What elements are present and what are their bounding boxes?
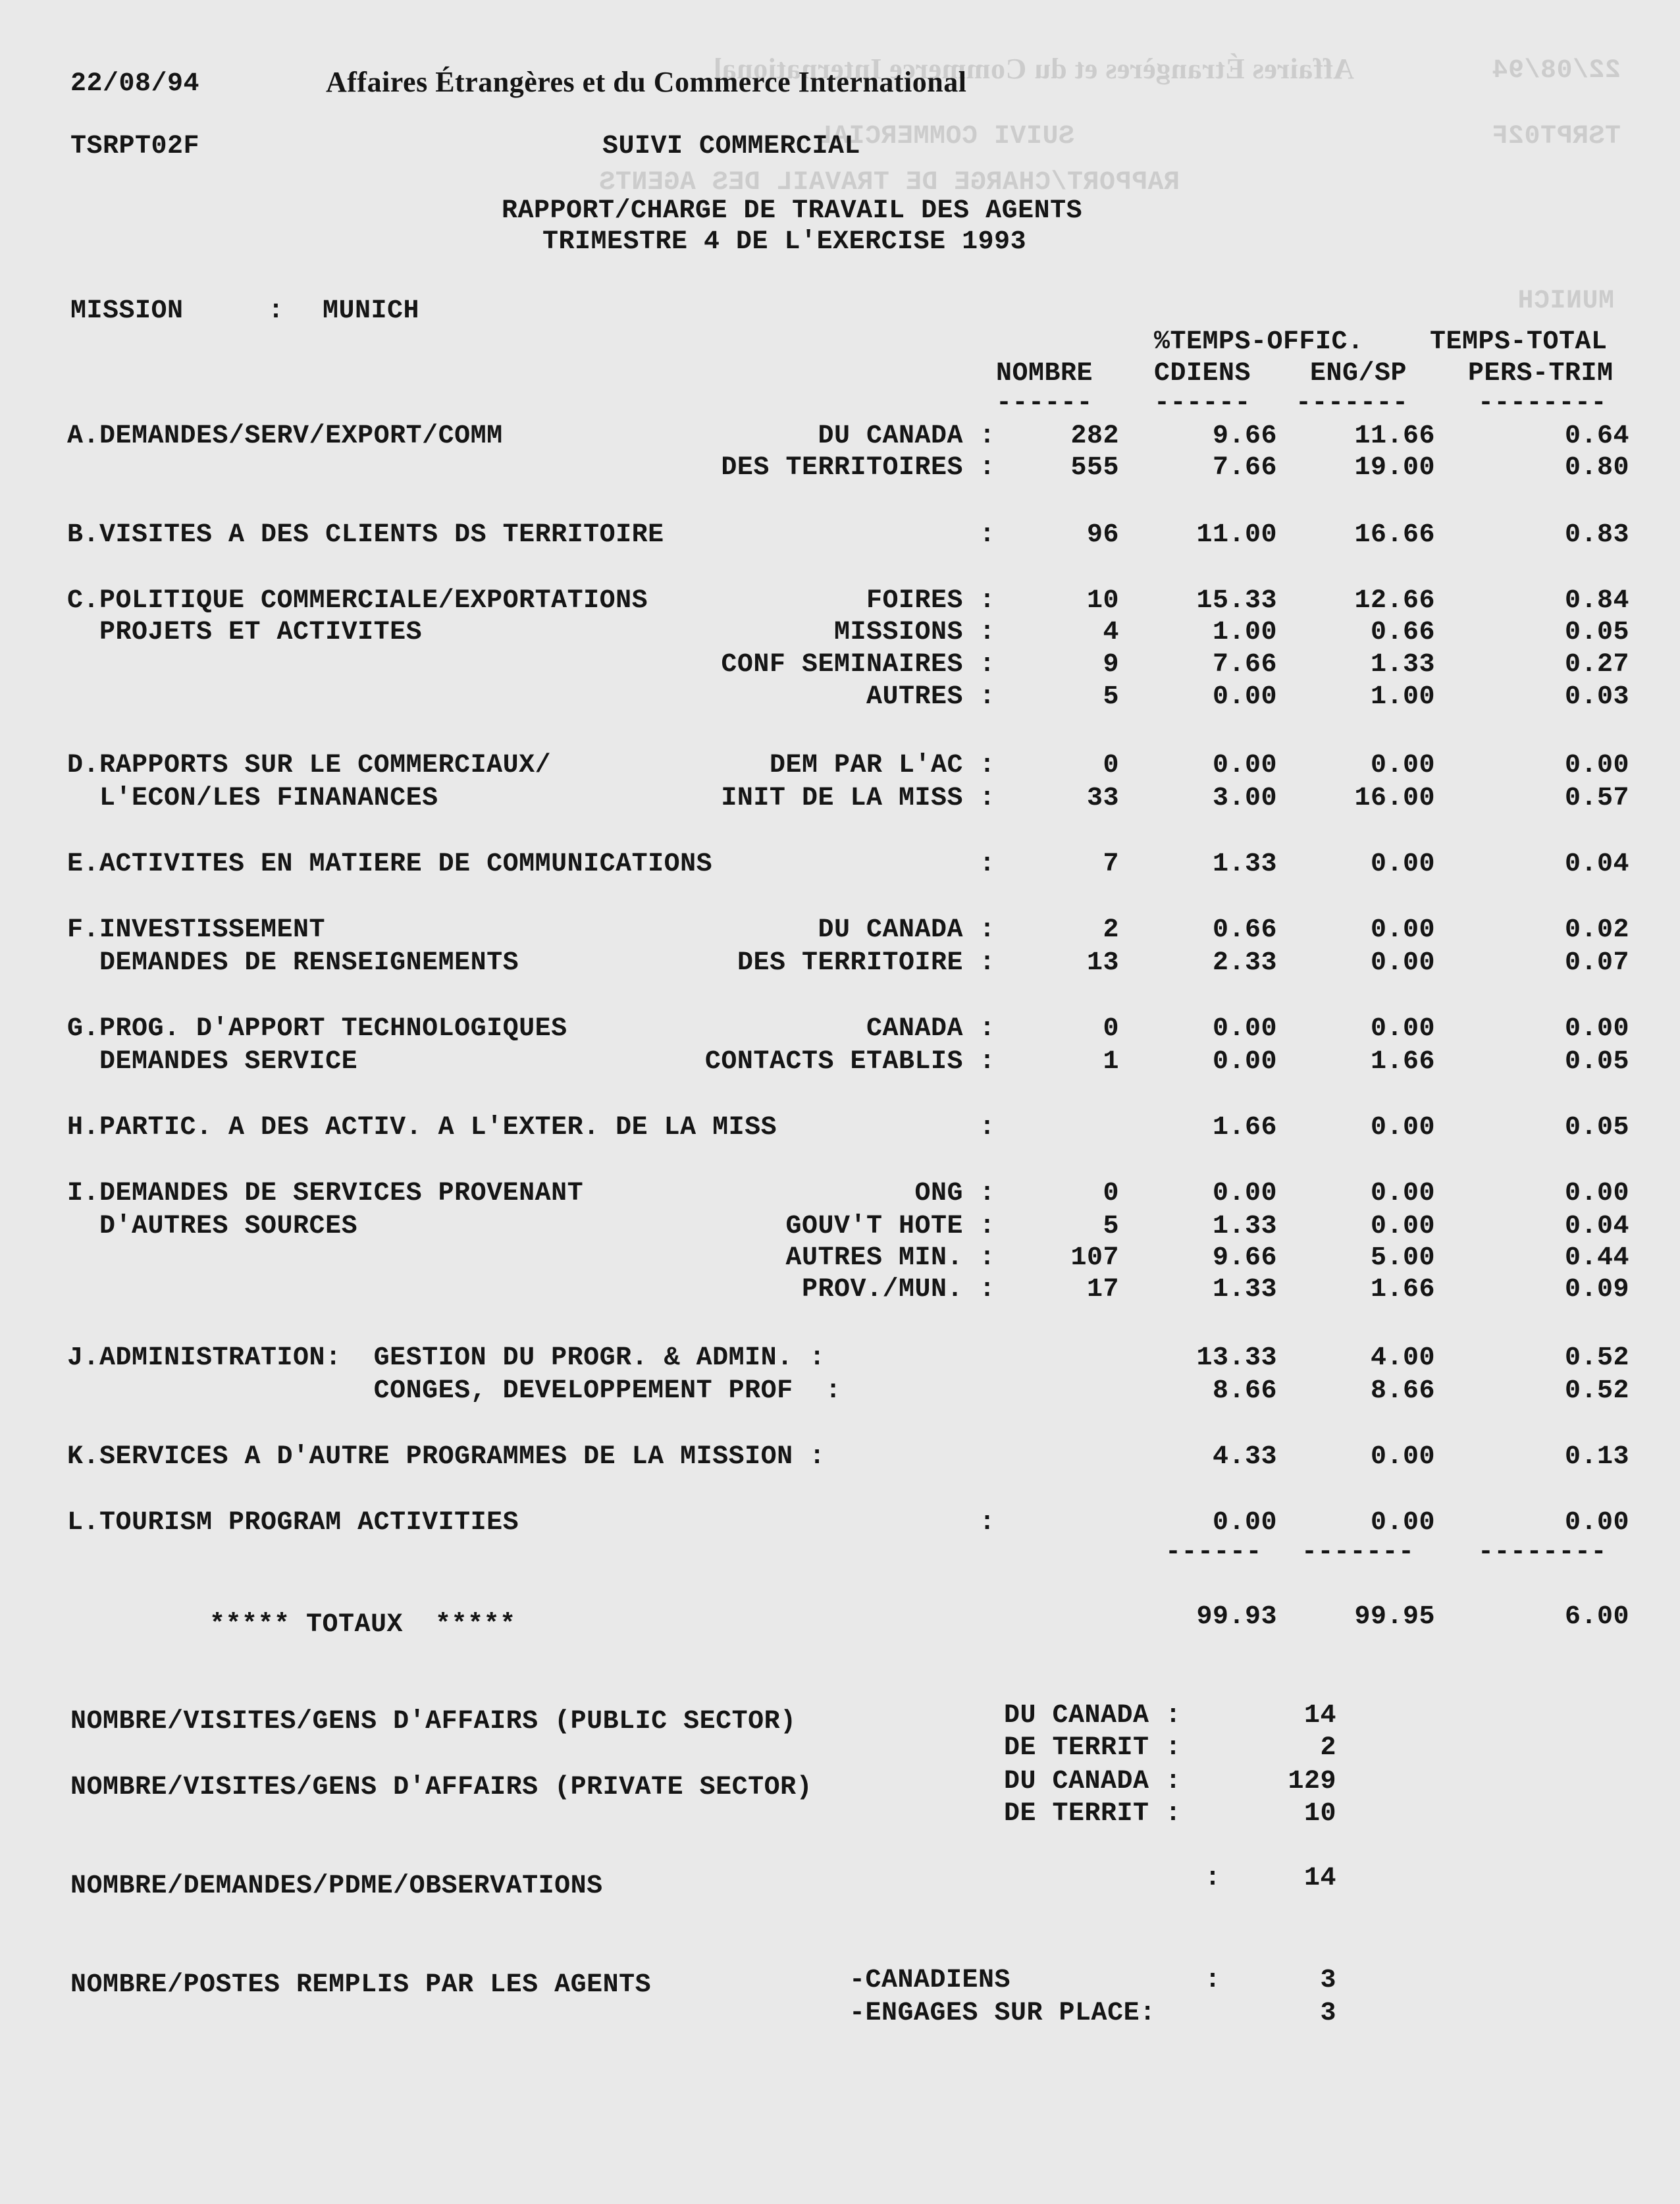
col-header-pers-trim: PERS-TRIM — [1468, 359, 1614, 389]
row-engsp: 0.00 — [1370, 1442, 1435, 1472]
totals-rule-pers: -------- — [1478, 1538, 1608, 1567]
row-sublabel: MISSIONS : — [833, 618, 995, 647]
row-sublabel: CONTACTS ETABLIS : — [704, 1047, 995, 1077]
row-label: L.TOURISM PROGRAM ACTIVITIES — [67, 1508, 519, 1538]
row-pers-trim: 0.00 — [1564, 1014, 1629, 1044]
col-header-engsp: ENG/SP — [1310, 359, 1407, 389]
report-period: TRIMESTRE 4 DE L'EXERCISE 1993 — [542, 227, 1027, 257]
totals-cdiens: 99.93 — [1196, 1602, 1277, 1632]
report-code: TSRPT02F — [70, 132, 200, 161]
row-nombre: 0 — [1103, 1179, 1119, 1208]
row-nombre: 555 — [1070, 453, 1119, 483]
row-pers-trim: 0.84 — [1564, 586, 1629, 616]
row-sublabel: PROV./MUN. : — [801, 1275, 995, 1304]
postes-label: NOMBRE/POSTES REMPLIS PAR LES AGENTS — [70, 1970, 652, 2000]
row-label: B.VISITES A DES CLIENTS DS TERRITOIRE — [67, 520, 664, 550]
row-engsp: 0.00 — [1370, 849, 1435, 879]
bleed-title: RAPPORT/CHARGE DE TRAVAIL DES AGENTS — [598, 168, 1180, 198]
report-title: RAPPORT/CHARGE DE TRAVAIL DES AGENTS — [502, 196, 1083, 226]
row-label: CONGES, DEVELOPPEMENT PROF : — [67, 1376, 842, 1406]
bleed-date: 22/08/94 — [1491, 56, 1621, 86]
mission-label: MISSION — [70, 296, 184, 326]
row-engsp: 1.33 — [1370, 650, 1435, 680]
row-nombre: 9 — [1103, 650, 1119, 680]
row-engsp: 0.66 — [1370, 618, 1435, 647]
postes-canadiens-label: -CANADIENS — [849, 1966, 1011, 1995]
col-header-temps-offic: %TEMPS-OFFIC. — [1154, 327, 1364, 357]
row-pers-trim: 0.44 — [1564, 1243, 1629, 1273]
report-date: 22/08/94 — [70, 69, 200, 99]
row-cdiens: 0.66 — [1212, 915, 1277, 945]
visits-private-territ-value: 10 — [1303, 1799, 1336, 1829]
row-nombre: 96 — [1086, 520, 1119, 550]
row-engsp: 0.00 — [1370, 915, 1435, 945]
row-pers-trim: 0.64 — [1564, 421, 1629, 451]
row-cdiens: 7.66 — [1212, 453, 1277, 483]
row-cdiens: 0.00 — [1212, 1508, 1277, 1538]
col-header-temps-total: TEMPS-TOTAL — [1430, 327, 1608, 357]
row-nombre: 282 — [1070, 421, 1119, 451]
postes-canadiens-value: 3 — [1320, 1966, 1336, 1995]
row-engsp: 8.66 — [1370, 1376, 1435, 1406]
row-cdiens: 2.33 — [1212, 948, 1277, 978]
bleed-mission: MUNICH — [1517, 286, 1614, 316]
row-label: L'ECON/LES FINANANCES — [67, 784, 438, 813]
bleed-report-code: TSRPT02F — [1491, 122, 1621, 151]
row-pers-trim: 0.03 — [1564, 682, 1629, 712]
row-cdiens: 0.00 — [1212, 1179, 1277, 1208]
row-pers-trim: 0.05 — [1564, 1113, 1629, 1142]
row-pers-trim: 0.09 — [1564, 1275, 1629, 1304]
visits-public-territ-label: DE TERRIT : — [1004, 1733, 1182, 1763]
row-sublabel: AUTRES : — [866, 682, 995, 712]
row-label: F.INVESTISSEMENT — [67, 915, 326, 945]
row-cdiens: 0.00 — [1212, 682, 1277, 712]
rule-nombre: ------ — [996, 389, 1093, 418]
totals-label: ***** TOTAUX ***** — [209, 1610, 516, 1640]
row-label: C.POLITIQUE COMMERCIALE/EXPORTATIONS — [67, 586, 648, 616]
row-label: DEMANDES DE RENSEIGNEMENTS — [67, 948, 519, 978]
row-sublabel: DU CANADA : — [818, 915, 995, 945]
row-nombre: 2 — [1103, 915, 1119, 945]
row-engsp: 0.00 — [1370, 1508, 1435, 1538]
visits-public-territ-value: 2 — [1320, 1733, 1336, 1763]
row-nombre: 5 — [1103, 682, 1119, 712]
row-nombre: 7 — [1103, 849, 1119, 879]
row-sublabel: INIT DE LA MISS : — [721, 784, 995, 813]
row-label: A.DEMANDES/SERV/EXPORT/COMM — [67, 421, 503, 451]
row-pers-trim: 0.00 — [1564, 1508, 1629, 1538]
row-cdiens: 0.00 — [1212, 1014, 1277, 1044]
row-sublabel: : — [979, 1508, 995, 1538]
col-header-nombre: NOMBRE — [996, 359, 1093, 389]
row-pers-trim: 0.57 — [1564, 784, 1629, 813]
row-label: J.ADMINISTRATION: GESTION DU PROGR. & ADMIN. : — [67, 1343, 826, 1373]
row-engsp: 16.00 — [1354, 784, 1435, 813]
row-label: E.ACTIVITES EN MATIERE DE COMMUNICATIONS — [67, 849, 713, 879]
row-nombre: 0 — [1103, 751, 1119, 780]
row-sublabel: DU CANADA : — [818, 421, 995, 451]
row-cdiens: 1.33 — [1212, 1212, 1277, 1241]
row-engsp: 0.00 — [1370, 1113, 1435, 1142]
row-label: G.PROG. D'APPORT TECHNOLOGIQUES — [67, 1014, 567, 1044]
row-label: PROJETS ET ACTIVITES — [67, 618, 423, 647]
department-title: Affaires Étrangères et du Commerce International — [326, 66, 967, 98]
row-sublabel: : — [979, 520, 995, 550]
bleed-department: Affaires Étrangères et du Commerce International — [713, 53, 1354, 85]
row-nombre: 13 — [1086, 948, 1119, 978]
visits-public-canada-label: DU CANADA : — [1004, 1701, 1182, 1731]
row-pers-trim: 0.04 — [1564, 849, 1629, 879]
visits-private-canada-value: 129 — [1288, 1767, 1336, 1796]
row-engsp: 11.66 — [1354, 421, 1435, 451]
postes-engages-label: -ENGAGES SUR PLACE: — [849, 1999, 1156, 2028]
row-pers-trim: 0.05 — [1564, 1047, 1629, 1077]
row-pers-trim: 0.05 — [1564, 618, 1629, 647]
row-sublabel: : — [979, 1113, 995, 1142]
row-label: H.PARTIC. A DES ACTIV. A L'EXTER. DE LA MISS — [67, 1113, 777, 1142]
row-nombre: 17 — [1086, 1275, 1119, 1304]
demandes-label: NOMBRE/DEMANDES/PDME/OBSERVATIONS — [70, 1871, 603, 1901]
visits-private-canada-label: DU CANADA : — [1004, 1767, 1182, 1796]
mission-separator: : — [268, 296, 284, 326]
demandes-value: 14 — [1303, 1864, 1336, 1893]
row-pers-trim: 0.02 — [1564, 915, 1629, 945]
demandes-separator: : — [1205, 1864, 1221, 1893]
row-sublabel: CANADA : — [866, 1014, 995, 1044]
row-sublabel: DES TERRITOIRE : — [737, 948, 995, 978]
row-sublabel: : — [979, 849, 995, 879]
row-cdiens: 8.66 — [1212, 1376, 1277, 1406]
row-pers-trim: 0.83 — [1564, 520, 1629, 550]
row-label: K.SERVICES A D'AUTRE PROGRAMMES DE LA MISSION : — [67, 1442, 826, 1472]
row-cdiens: 13.33 — [1196, 1343, 1277, 1373]
row-engsp: 1.66 — [1370, 1275, 1435, 1304]
row-sublabel: FOIRES : — [866, 586, 995, 616]
row-label: D'AUTRES SOURCES — [67, 1212, 358, 1241]
row-cdiens: 1.33 — [1212, 849, 1277, 879]
row-nombre: 10 — [1086, 586, 1119, 616]
postes-engages-value: 3 — [1320, 1999, 1336, 2028]
row-sublabel: ONG : — [914, 1179, 995, 1208]
row-engsp: 1.66 — [1370, 1047, 1435, 1077]
row-pers-trim: 0.00 — [1564, 751, 1629, 780]
row-pers-trim: 0.04 — [1564, 1212, 1629, 1241]
row-cdiens: 0.00 — [1212, 751, 1277, 780]
row-cdiens: 9.66 — [1212, 1243, 1277, 1273]
row-engsp: 0.00 — [1370, 948, 1435, 978]
col-header-cdiens: CDIENS — [1154, 359, 1251, 389]
row-engsp: 12.66 — [1354, 586, 1435, 616]
row-nombre: 4 — [1103, 618, 1119, 647]
totals-engsp: 99.95 — [1354, 1602, 1435, 1632]
rule-cdiens: ------ — [1154, 389, 1251, 418]
row-pers-trim: 0.27 — [1564, 650, 1629, 680]
row-sublabel: DEM PAR L'AC : — [769, 751, 995, 780]
totals-pers: 6.00 — [1564, 1602, 1629, 1632]
row-sublabel: GOUV'T HOTE : — [785, 1212, 995, 1241]
row-engsp: 1.00 — [1370, 682, 1435, 712]
visits-private-label: NOMBRE/VISITES/GENS D'AFFAIRS (PRIVATE SECTOR) — [70, 1773, 813, 1802]
row-sublabel: CONF SEMINAIRES : — [721, 650, 995, 680]
row-engsp: 0.00 — [1370, 1014, 1435, 1044]
row-nombre: 5 — [1103, 1212, 1119, 1241]
row-engsp: 5.00 — [1370, 1243, 1435, 1273]
row-cdiens: 15.33 — [1196, 586, 1277, 616]
row-cdiens: 1.00 — [1212, 618, 1277, 647]
row-label: D.RAPPORTS SUR LE COMMERCIAUX/ — [67, 751, 552, 780]
row-cdiens: 1.66 — [1212, 1113, 1277, 1142]
row-nombre: 107 — [1070, 1243, 1119, 1273]
row-label: I.DEMANDES DE SERVICES PROVENANT — [67, 1179, 584, 1208]
row-cdiens: 0.00 — [1212, 1047, 1277, 1077]
row-pers-trim: 0.52 — [1564, 1376, 1629, 1406]
row-pers-trim: 0.80 — [1564, 453, 1629, 483]
row-pers-trim: 0.00 — [1564, 1179, 1629, 1208]
postes-canadiens-separator: : — [1205, 1966, 1221, 1995]
row-pers-trim: 0.13 — [1564, 1442, 1629, 1472]
row-engsp: 4.00 — [1370, 1343, 1435, 1373]
row-nombre: 1 — [1103, 1047, 1119, 1077]
rule-engsp: ------- — [1296, 389, 1409, 418]
mission-value: MUNICH — [323, 296, 420, 326]
visits-public-canada-value: 14 — [1303, 1701, 1336, 1731]
row-pers-trim: 0.07 — [1564, 948, 1629, 978]
row-sublabel: AUTRES MIN. : — [785, 1243, 995, 1273]
row-nombre: 33 — [1086, 784, 1119, 813]
row-cdiens: 3.00 — [1212, 784, 1277, 813]
row-cdiens: 11.00 — [1196, 520, 1277, 550]
visits-public-label: NOMBRE/VISITES/GENS D'AFFAIRS (PUBLIC SECTOR) — [70, 1707, 797, 1736]
row-engsp: 0.00 — [1370, 1212, 1435, 1241]
visits-private-territ-label: DE TERRIT : — [1004, 1799, 1182, 1829]
totals-rule-engsp: ------- — [1301, 1538, 1415, 1567]
row-sublabel: DES TERRITOIRES : — [721, 453, 995, 483]
system-name: SUIVI COMMERCIAL — [602, 132, 861, 161]
row-cdiens: 9.66 — [1212, 421, 1277, 451]
row-engsp: 0.00 — [1370, 751, 1435, 780]
row-label: DEMANDES SERVICE — [67, 1047, 358, 1077]
row-cdiens: 4.33 — [1212, 1442, 1277, 1472]
row-engsp: 19.00 — [1354, 453, 1435, 483]
rule-pers-trim: -------- — [1478, 389, 1608, 418]
row-cdiens: 7.66 — [1212, 650, 1277, 680]
row-cdiens: 1.33 — [1212, 1275, 1277, 1304]
totals-rule-cdiens: ------ — [1165, 1538, 1263, 1567]
row-engsp: 0.00 — [1370, 1179, 1435, 1208]
row-pers-trim: 0.52 — [1564, 1343, 1629, 1373]
row-nombre: 0 — [1103, 1014, 1119, 1044]
row-engsp: 16.66 — [1354, 520, 1435, 550]
bleed-system: SUIVI COMMERCIAL — [816, 122, 1074, 151]
